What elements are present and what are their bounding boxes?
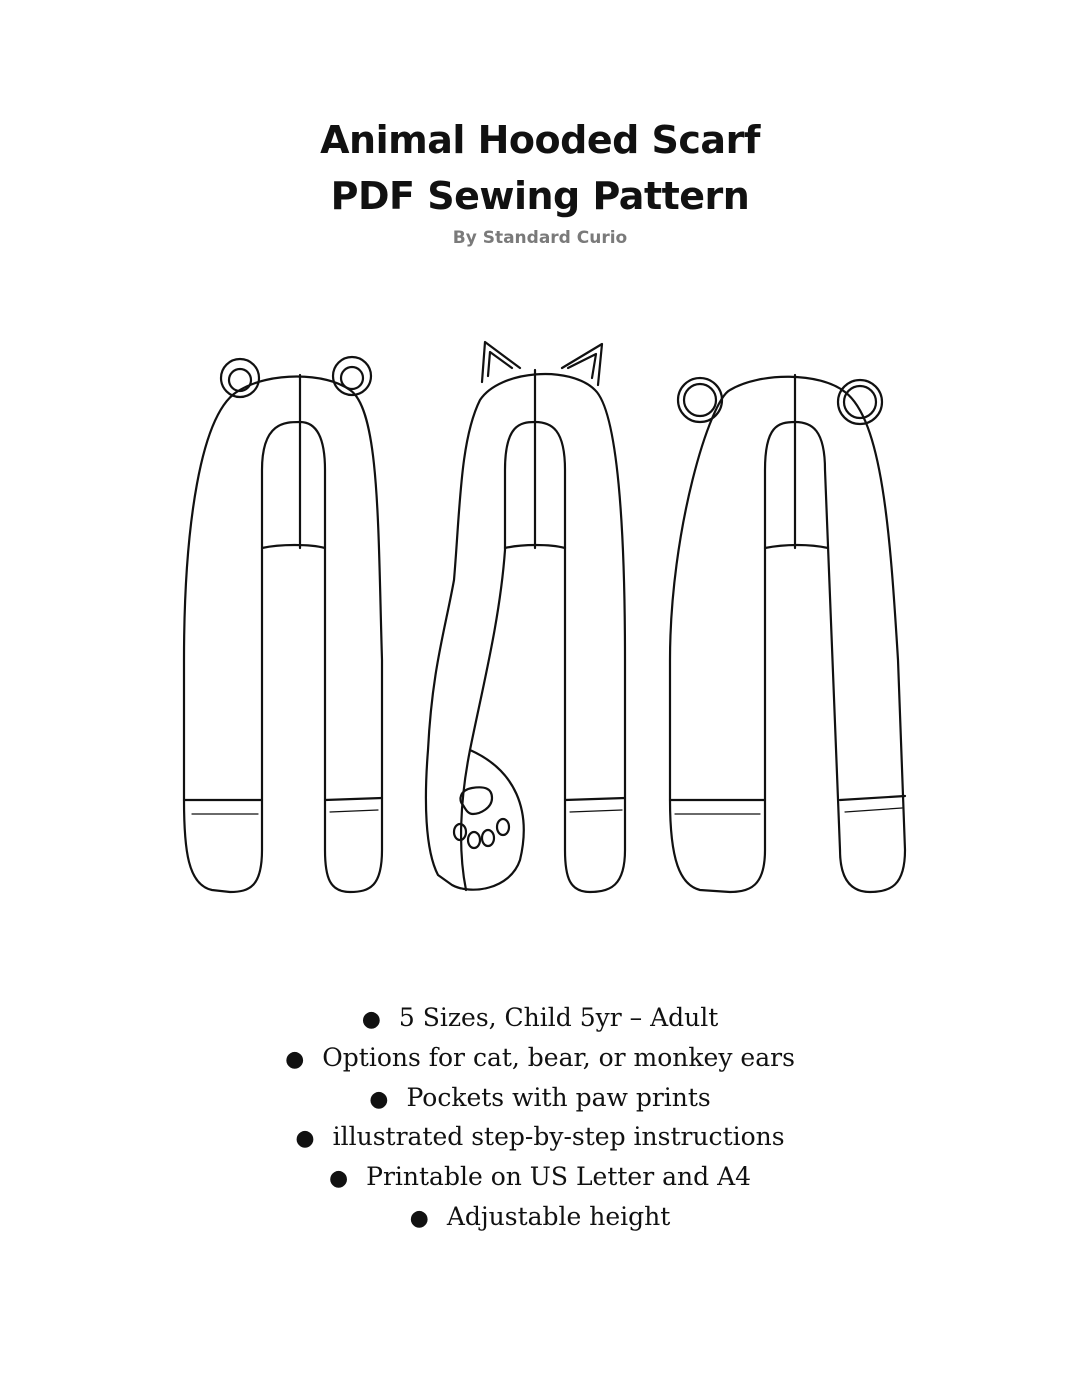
scarf-outline bbox=[670, 377, 905, 892]
bullet-icon: ● bbox=[361, 1007, 381, 1032]
page-title-line-1: Animal Hooded Scarf bbox=[320, 118, 760, 162]
scarf-illustration bbox=[170, 330, 910, 910]
monkey-ears-scarf bbox=[670, 375, 905, 892]
cat-ears-scarf bbox=[426, 342, 625, 892]
feature-item: ● Adjustable height bbox=[409, 1201, 671, 1231]
feature-item: ● 5 Sizes, Child 5yr – Adult bbox=[361, 1003, 719, 1032]
bullet-icon: ● bbox=[369, 1086, 389, 1112]
feature-item: ● Pockets with paw prints bbox=[369, 1082, 711, 1112]
bullet-icon: ● bbox=[285, 1046, 305, 1072]
right-cat-ear-icon bbox=[562, 344, 602, 385]
author-byline: By Standard Curio bbox=[452, 228, 628, 248]
feature-item: ● Options for cat, bear, or monkey ears bbox=[285, 1042, 795, 1072]
bullet-icon: ● bbox=[328, 1166, 349, 1192]
scarf-outline bbox=[184, 377, 382, 893]
bullet-icon: ● bbox=[295, 1126, 315, 1152]
bullet-icon: ● bbox=[409, 1205, 429, 1231]
bear-ears-scarf bbox=[184, 357, 382, 892]
feature-item: ● illustrated step-by-step instructions bbox=[295, 1122, 785, 1152]
feature-item: ● Printable on US Letter and A4 bbox=[328, 1162, 752, 1192]
scarf-outline bbox=[426, 374, 625, 892]
feature-list bbox=[0, 998, 1080, 1237]
title-block bbox=[0, 112, 1080, 252]
page-title-line-2: PDF Sewing Pattern bbox=[330, 174, 750, 218]
